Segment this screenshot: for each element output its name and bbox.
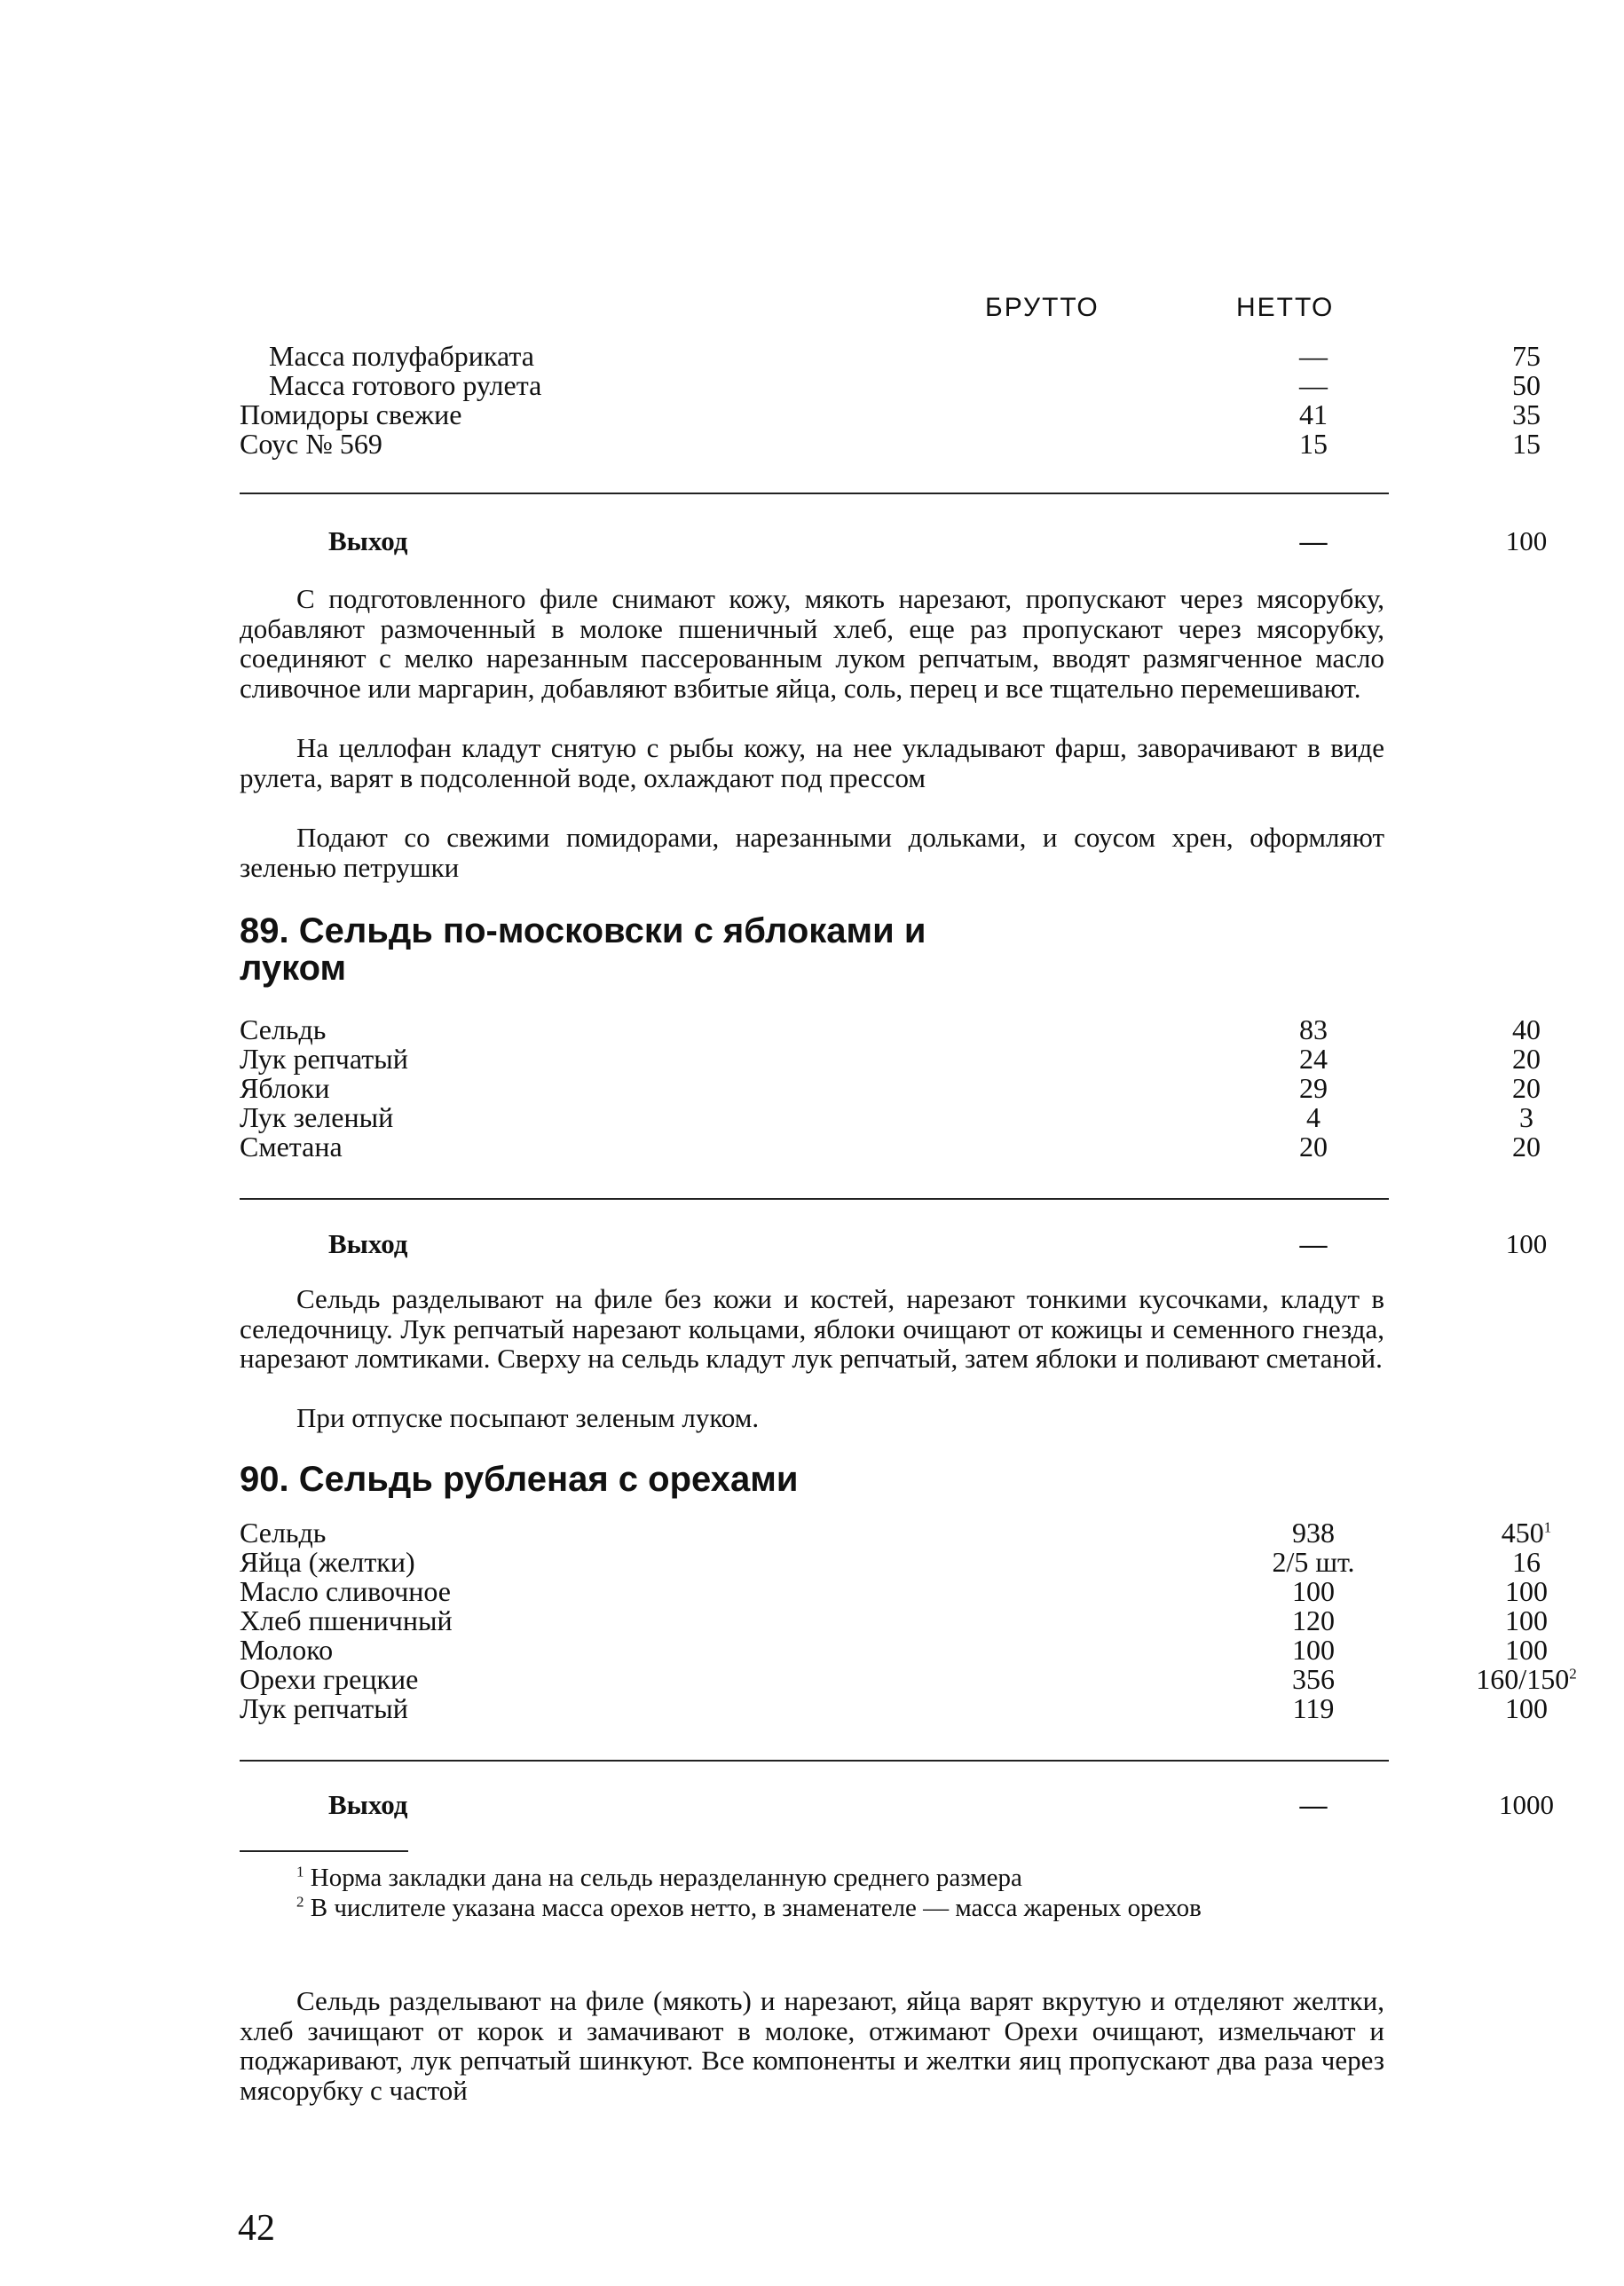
netto-value: 100 [1505, 1604, 1548, 1636]
yield-label: Выход [328, 1789, 408, 1820]
brutto-value: 938 [1292, 1517, 1335, 1549]
table-row [240, 398, 1541, 430]
brutto-value: 41 [1299, 398, 1328, 430]
netto-value: 35 [1512, 398, 1541, 430]
brutto-value: 100 [1292, 1634, 1335, 1666]
table-row [240, 1575, 1548, 1607]
ingredient-name: Молоко [240, 1634, 334, 1666]
netto-number: 450 [1501, 1517, 1544, 1549]
instruction-paragraph: При отпуске посыпают зеленым луком. [296, 1402, 760, 1433]
ingredient-name: Сельдь [240, 1517, 327, 1549]
ingredient-name: Хлеб пшеничный [240, 1604, 453, 1636]
brutto-value: 4 [1306, 1101, 1320, 1133]
table-row [240, 1663, 1577, 1695]
yield-row [240, 1228, 1548, 1260]
netto-number: 160/150 [1476, 1663, 1570, 1695]
table-row [240, 1634, 1548, 1666]
recipe-title-line: 89. Сельдь по-московски с яблоками и [240, 911, 926, 950]
ingredient-name: Сельдь [240, 1013, 327, 1045]
ingredient-name: Орехи грецкие [240, 1663, 419, 1695]
table-row [240, 369, 1541, 401]
brutto-value: 20 [1299, 1131, 1328, 1163]
yield-netto: 1000 [1499, 1789, 1554, 1820]
ingredient-name: Лук репчатый [240, 1043, 408, 1075]
table-divider [240, 1198, 1389, 1200]
netto-value: 40 [1512, 1013, 1541, 1045]
brutto-value: 15 [1299, 428, 1328, 460]
table-row [240, 1072, 1541, 1104]
instruction-paragraph: Сельдь разделывают на филе без кожи и костей, нарезают тонкими кусочками, кладут в селедочницу. Лук репчатый нарезают кольцами, яблоки очищают от кожицы и семенного гнезда, нарезают ломтиками. Сверху на сельдь кладут лук репчатый, затем яблоки и поливают сметаной. [240, 1283, 1384, 1374]
table-divider [240, 493, 1389, 494]
yield-row [240, 1789, 1554, 1821]
ingredient-name: Яйца (желтки) [240, 1546, 415, 1578]
table-row [240, 428, 1541, 460]
recipe-title [240, 912, 1038, 987]
table-row [240, 1604, 1548, 1636]
brutto-value: — [1299, 369, 1328, 401]
instruction-paragraph: Сельдь разделывают на филе (мякоть) и нарезают, яйца варят вкрутую и отделяют желтки, хлеб зачищают от корок и замачивают в молоке, отжимают Орехи очищают, измельчают и поджаривают, лук репчатый шинкуют. Все компоненты и желтки яиц пропускают два раза через мясорубку с частой [240, 1985, 1384, 2106]
footnote-ref: 1 [1543, 1518, 1552, 1536]
footnote-mark: 2 [296, 1893, 304, 1911]
netto-value: 100 [1505, 1575, 1548, 1607]
brutto-value: 29 [1299, 1072, 1328, 1104]
table-row [240, 340, 1541, 372]
yield-label: Выход [328, 1228, 408, 1259]
yield-brutto: — [1299, 525, 1328, 556]
instruction-paragraph: С подготовленного филе снимают кожу, мякоть нарезают, пропускают через мясорубку, добавляют размоченный в молоке пшеничный хлеб, еще раз пропускают через мясорубку, соединяют с мелко нарезанным пассерованным луком репчатым, вводят размягченное масло сливочное или маргарин, добавляют взбитые яйца, соль, перец и все тщательно перемешивают. [240, 583, 1384, 704]
ingredient-name: Помидоры свежие [240, 398, 462, 430]
instruction-paragraph: На целлофан кладут снятую с рыбы кожу, на нее укладывают фарш, заворачивают в виде рулета, варят в подсоленной воде, охлаждают под прессом [240, 732, 1384, 793]
table-row [240, 1517, 1552, 1549]
instruction-paragraph: Подают со свежими помидорами, нарезанными дольками, и соусом хрен, оформляют зеленью петрушки [240, 822, 1384, 883]
ingredient-name: Масса готового рулета [269, 369, 542, 401]
netto-value [1429, 1517, 1624, 1548]
ingredient-name: Соус № 569 [240, 428, 382, 460]
recipe-title-line: луком [240, 949, 347, 988]
recipe-title: 90. Сельдь рубленая с орехами [240, 1460, 799, 1499]
yield-netto: 100 [1505, 525, 1548, 556]
table-row [240, 1101, 1533, 1133]
brutto-value: 83 [1299, 1013, 1328, 1045]
column-header-brutto: БРУТТО [985, 293, 1100, 322]
table-row [240, 1692, 1548, 1724]
brutto-value: 2/5 шт. [1272, 1546, 1355, 1578]
brutto-value: 24 [1299, 1043, 1328, 1075]
table-divider [240, 1760, 1389, 1762]
yield-label: Выход [328, 525, 408, 556]
footnote-divider [240, 1850, 408, 1852]
yield-brutto: — [1299, 1228, 1328, 1259]
netto-value: 100 [1505, 1634, 1548, 1666]
ingredient-name: Лук зеленый [240, 1101, 394, 1133]
brutto-value: 356 [1292, 1663, 1335, 1695]
brutto-value: 100 [1292, 1575, 1335, 1607]
netto-value: 20 [1512, 1072, 1541, 1104]
ingredient-name: Яблоки [240, 1072, 330, 1104]
netto-value: 75 [1512, 340, 1541, 372]
netto-value: 20 [1512, 1043, 1541, 1075]
yield-row [240, 525, 1548, 557]
footnote-ref: 2 [1569, 1665, 1577, 1683]
column-header-netto: НЕТТО [1236, 293, 1335, 322]
ingredient-name: Сметана [240, 1131, 343, 1163]
page-number: 42 [238, 2208, 275, 2249]
ingredient-name: Масло сливочное [240, 1575, 451, 1607]
footnote-text: Норма закладки дана на сельдь неразделанную среднего размера [310, 1864, 1022, 1892]
netto-value: 3 [1519, 1101, 1533, 1133]
ingredient-name: Лук репчатый [240, 1692, 408, 1724]
footnote [240, 1864, 1384, 1892]
footnote-mark: 1 [296, 1863, 304, 1880]
netto-value: 50 [1512, 369, 1541, 401]
yield-brutto: — [1299, 1789, 1328, 1820]
footnote-text: В числителе указана масса орехов нетто, в знаменателе — масса жареных орехов [310, 1894, 1202, 1922]
footnote [240, 1894, 1384, 1922]
brutto-value: 119 [1292, 1692, 1335, 1724]
ingredient-name: Масса полуфабриката [269, 340, 534, 372]
netto-value: 100 [1505, 1692, 1548, 1724]
netto-value: 20 [1512, 1131, 1541, 1163]
netto-value [1429, 1664, 1624, 1694]
netto-value: 15 [1512, 428, 1541, 460]
yield-netto: 100 [1505, 1228, 1548, 1259]
brutto-value: 120 [1292, 1604, 1335, 1636]
table-row [240, 1546, 1541, 1578]
brutto-value: — [1299, 340, 1328, 372]
table-row [240, 1131, 1541, 1163]
netto-value: 16 [1512, 1546, 1541, 1578]
table-row [240, 1013, 1541, 1045]
table-row [240, 1043, 1541, 1075]
